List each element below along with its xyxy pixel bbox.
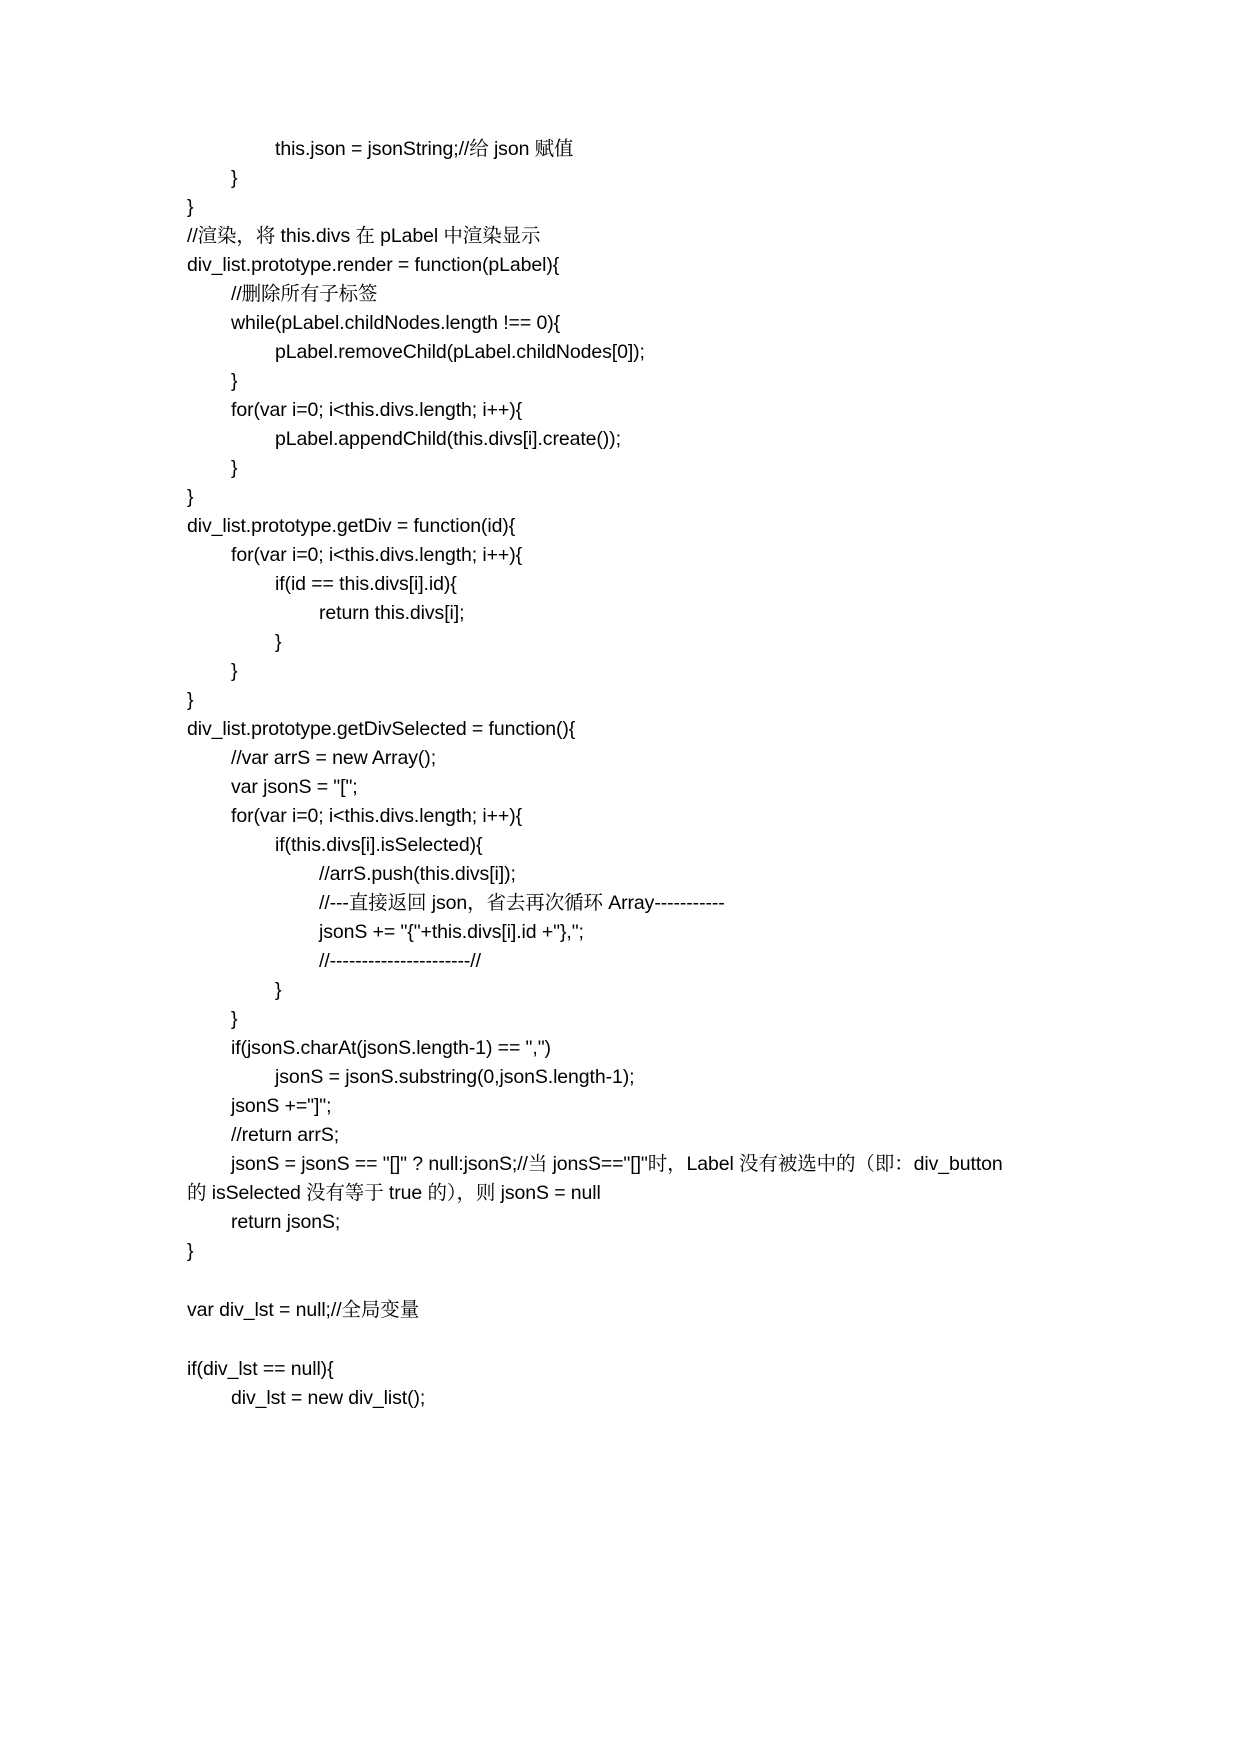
code-comment: //渲染，将 this.divs 在 pLabel 中渲染显示 [187, 225, 541, 247]
code-line: return this.divs[i]; [319, 602, 465, 624]
code-line: jsonS = jsonS.substring(0,jsonS.length-1); [275, 1066, 635, 1088]
code-line: jsonS +="]"; [231, 1095, 332, 1117]
code-comment: //var arrS = new Array(); [231, 747, 437, 769]
code-line: div_lst = new div_list(); [231, 1387, 426, 1409]
code-line: div_list.prototype.render = function(pLabel){ [187, 254, 560, 276]
code-comment: //---直接返回 json，省去再次循环 Array----------- [319, 892, 725, 914]
code-line: } [231, 457, 238, 479]
code-line: } [275, 979, 282, 1001]
code-line: } [275, 631, 282, 653]
code-line: } [231, 660, 238, 682]
code-line: jsonS = jsonS == "[]" ? null:jsonS;//当 jonsS=="[]"时，Label 没有被选中的（即：div_button [231, 1153, 1003, 1175]
code-line: pLabel.appendChild(this.divs[i].create()); [275, 428, 621, 450]
code-line: jsonS += "{"+this.divs[i].id +"},"; [319, 921, 584, 943]
code-line: for(var i=0; i<this.divs.length; i++){ [231, 399, 523, 421]
code-line: } [187, 486, 194, 508]
code-line: pLabel.removeChild(pLabel.childNodes[0]); [275, 341, 645, 363]
code-comment: //----------------------// [319, 950, 481, 972]
code-line: } [187, 1240, 194, 1262]
code-line: return jsonS; [231, 1211, 341, 1233]
code-line: var jsonS = "["; [231, 776, 358, 798]
code-line: var div_lst = null;//全局变量 [187, 1299, 420, 1321]
code-line: if(this.divs[i].isSelected){ [275, 834, 483, 856]
code-line: if(div_lst == null){ [187, 1358, 334, 1380]
code-line: } [231, 167, 238, 189]
code-line: div_list.prototype.getDiv = function(id){ [187, 515, 516, 537]
code-line: this.json = jsonString;//给 json 赋值 [275, 138, 574, 160]
code-line: div_list.prototype.getDivSelected = function(){ [187, 718, 576, 740]
code-line: } [187, 196, 194, 218]
code-comment: //arrS.push(this.divs[i]); [319, 863, 516, 885]
code-line: if(jsonS.charAt(jsonS.length-1) == ",") [231, 1037, 551, 1059]
code-line-wrapped: 的 isSelected 没有等于 true 的），则 jsonS = null [187, 1182, 601, 1204]
code-comment: //return arrS; [231, 1124, 340, 1146]
code-line: for(var i=0; i<this.divs.length; i++){ [231, 544, 523, 566]
code-line: for(var i=0; i<this.divs.length; i++){ [231, 805, 523, 827]
code-line: while(pLabel.childNodes.length !== 0){ [231, 312, 561, 334]
code-line: } [231, 370, 238, 392]
code-line: } [231, 1008, 238, 1030]
code-line: } [187, 689, 194, 711]
code-comment: //删除所有子标签 [231, 283, 378, 305]
code-line: if(id == this.divs[i].id){ [275, 573, 457, 595]
